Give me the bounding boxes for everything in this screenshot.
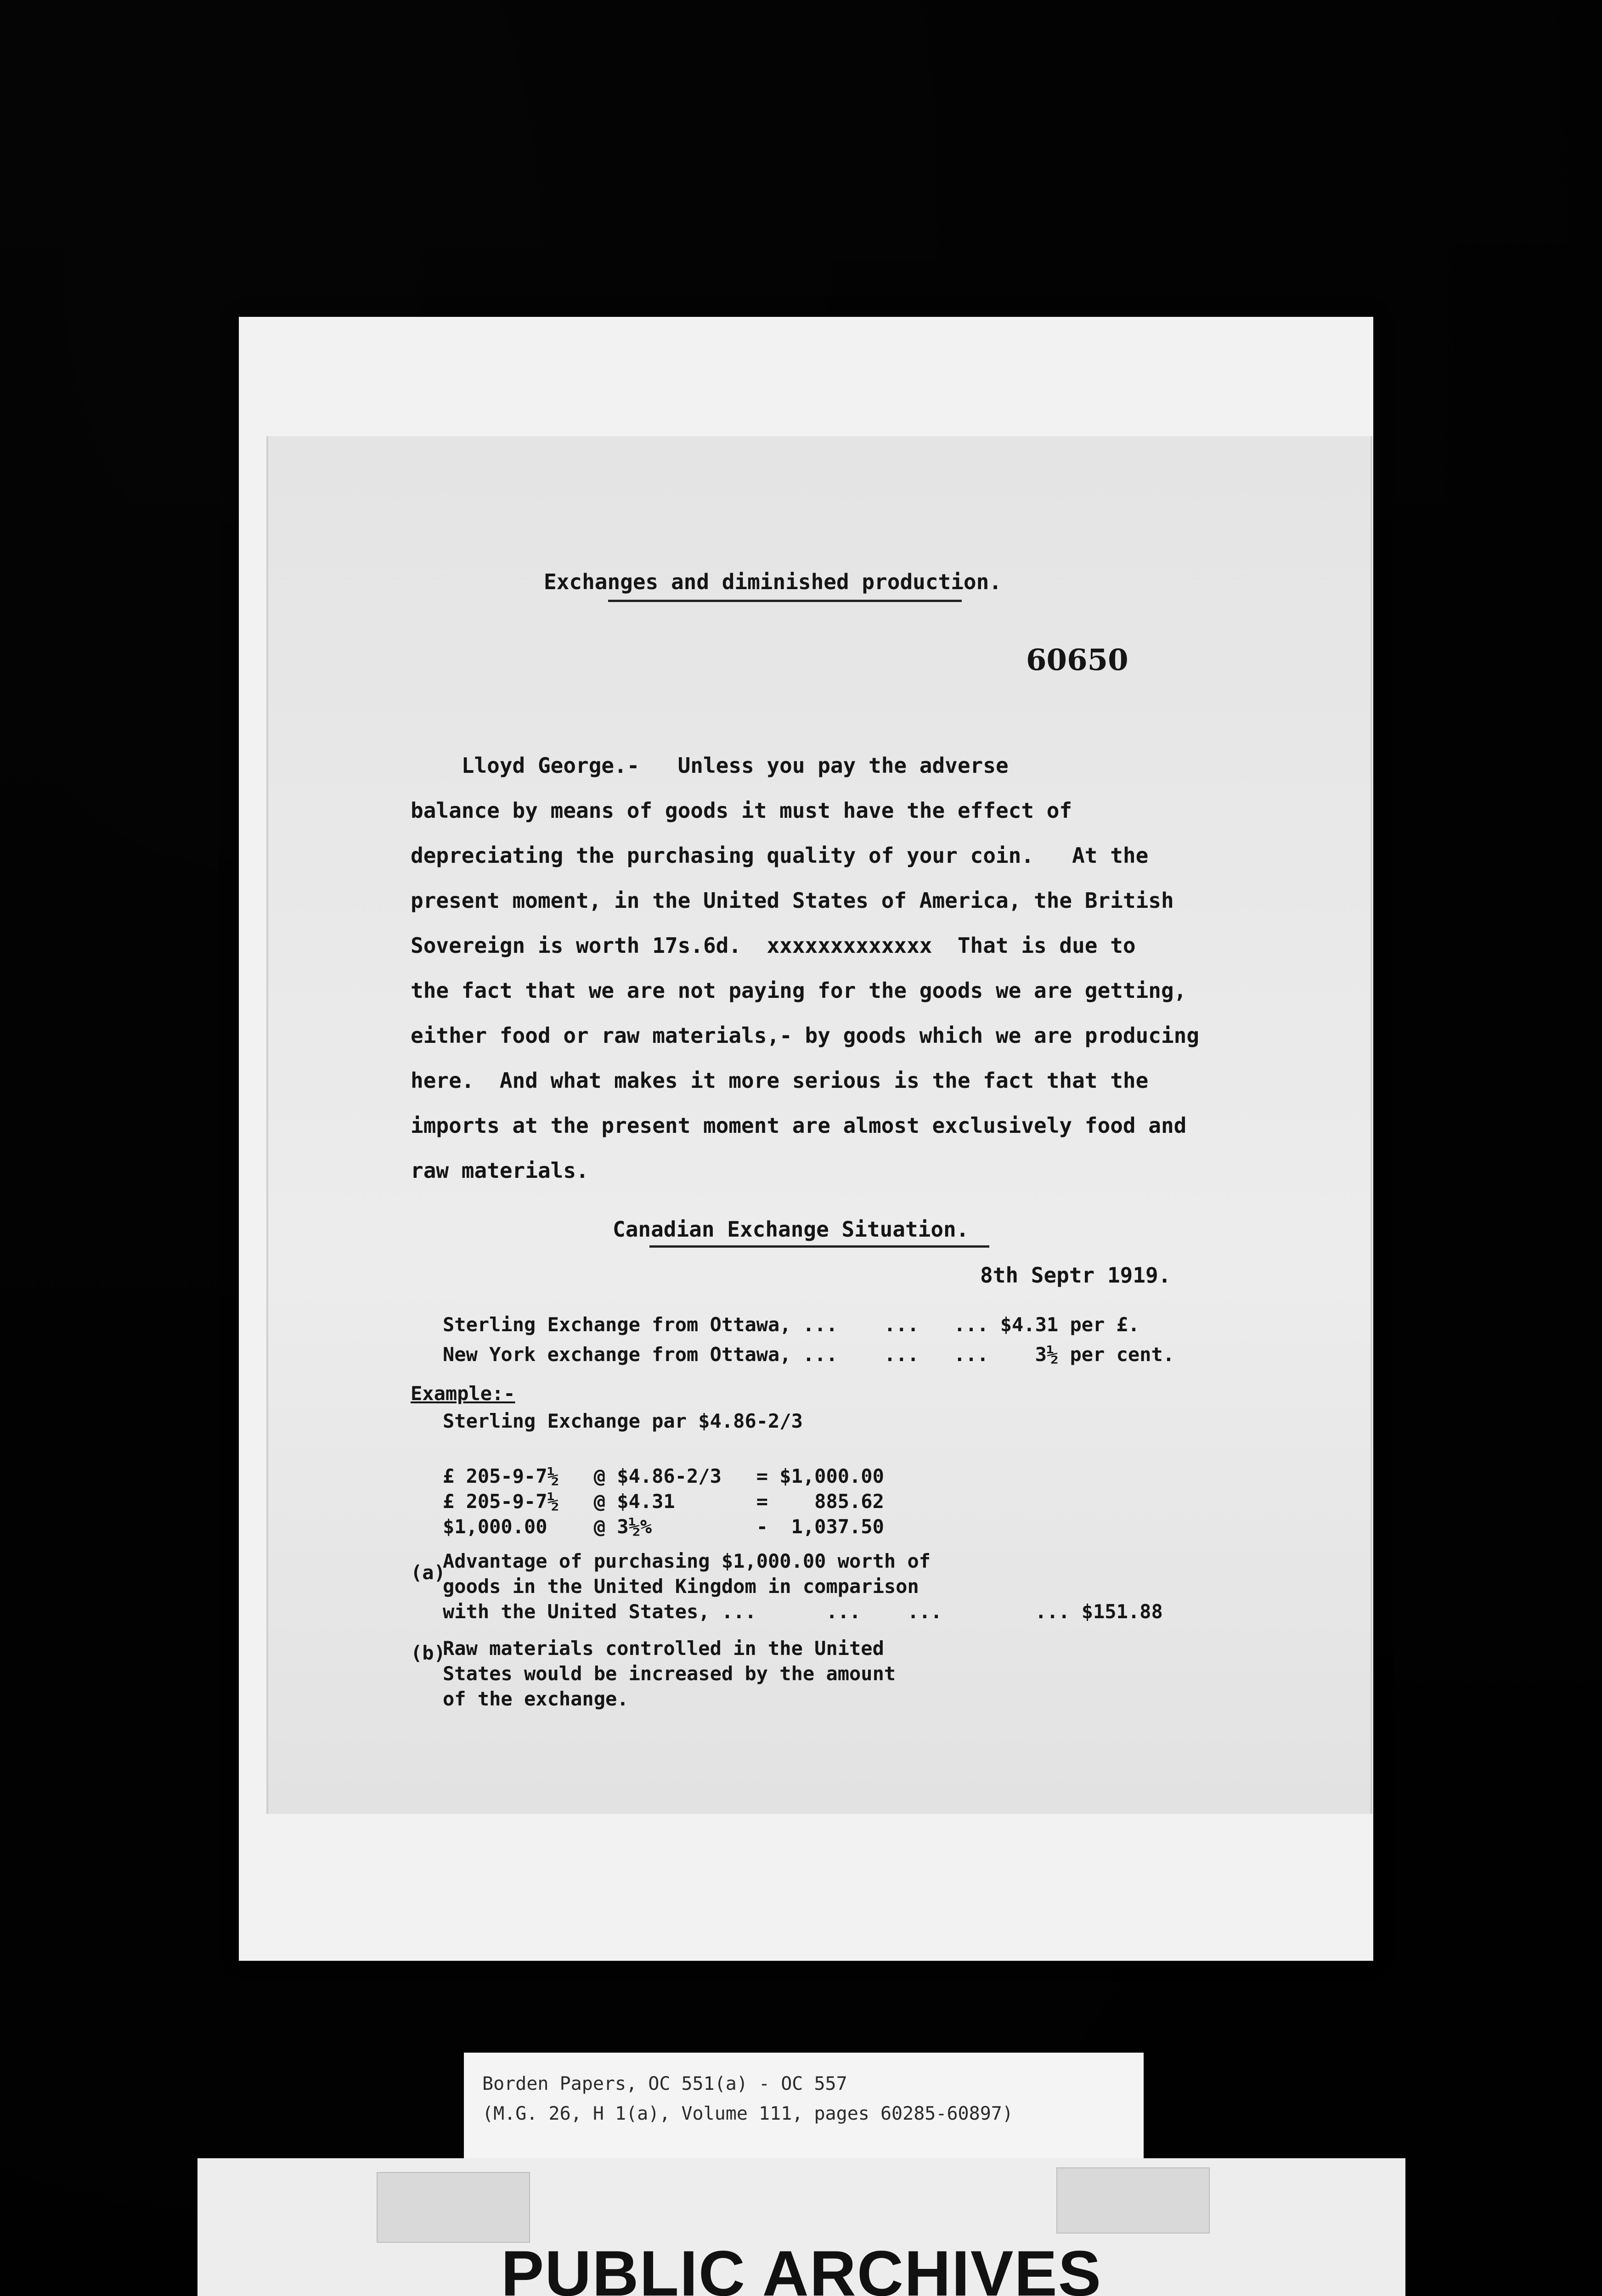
tape-strip: [1056, 2167, 1210, 2234]
archive-card: [197, 2158, 1405, 2296]
reference-line: Borden Papers, OC 551(a) - OC 557: [482, 2073, 847, 2094]
title-underline: [608, 600, 962, 602]
note-line: Advantage of purchasing $1,000.00 worth of: [443, 1550, 931, 1572]
rate-line: New York exchange from Ottawa, ... ... ... 3½ per cent.: [443, 1343, 1175, 1366]
reference-label: [464, 2053, 1144, 2167]
section-subheading: Canadian Exchange Situation.: [613, 1217, 969, 1242]
reference-line: (M.G. 26, H 1(a), Volume 111, pages 60285-60897): [482, 2103, 1013, 2124]
subheading-underline: [649, 1245, 989, 1248]
example-line: Sterling Exchange par $4.86-2/3: [443, 1410, 803, 1432]
document-number: 60650: [1026, 643, 1128, 677]
example-line: £ 205-9-7½ @ $4.31 = 885.62: [443, 1490, 884, 1513]
note-line: of the exchange.: [443, 1688, 629, 1710]
note-line: Raw materials controlled in the United: [443, 1637, 884, 1660]
paragraph-line: raw materials.: [411, 1158, 589, 1183]
paragraph-line: depreciating the purchasing quality of your coin. At the: [411, 843, 1149, 868]
example-line: £ 205-9-7½ @ $4.86-2/3 = $1,000.00: [443, 1465, 884, 1487]
note-marker: (a): [411, 1561, 446, 1584]
example-label: Example:-: [411, 1382, 515, 1405]
document-date: 8th Septr 1919.: [980, 1263, 1171, 1288]
paragraph-line: Lloyd George.- Unless you pay the adverse: [411, 753, 1009, 778]
example-line: $1,000.00 @ 3½% - 1,037.50: [443, 1515, 884, 1538]
note-line: goods in the United Kingdom in comparison: [443, 1575, 919, 1598]
paragraph-line: imports at the present moment are almost exclusively food and: [411, 1113, 1187, 1138]
archive-title-en: PUBLIC ARCHIVES: [501, 2237, 1102, 2296]
paragraph-line: either food or raw materials,- by goods which we are producing: [411, 1023, 1200, 1048]
note-marker: (b): [411, 1642, 446, 1664]
paragraph-line: Sovereign is worth 17s.6d. xxxxxxxxxxxxx That is due to: [411, 933, 1136, 958]
tape-strip: [377, 2172, 530, 2243]
paragraph-line: the fact that we are not paying for the goods we are getting,: [411, 978, 1187, 1003]
note-line: States would be increased by the amount: [443, 1662, 896, 1685]
paragraph-line: here. And what makes it more serious is the fact that the: [411, 1068, 1149, 1093]
document-page: [266, 436, 1372, 1814]
paragraph-line: balance by means of goods it must have the effect of: [411, 798, 1072, 823]
document-title: Exchanges and diminished production.: [544, 569, 1002, 594]
rate-line: Sterling Exchange from Ottawa, ... ... ... $4.31 per £.: [443, 1313, 1140, 1336]
note-line: with the United States, ... ... ... ... $151.88: [443, 1600, 1163, 1623]
paragraph-line: present moment, in the United States of America, the British: [411, 888, 1174, 913]
